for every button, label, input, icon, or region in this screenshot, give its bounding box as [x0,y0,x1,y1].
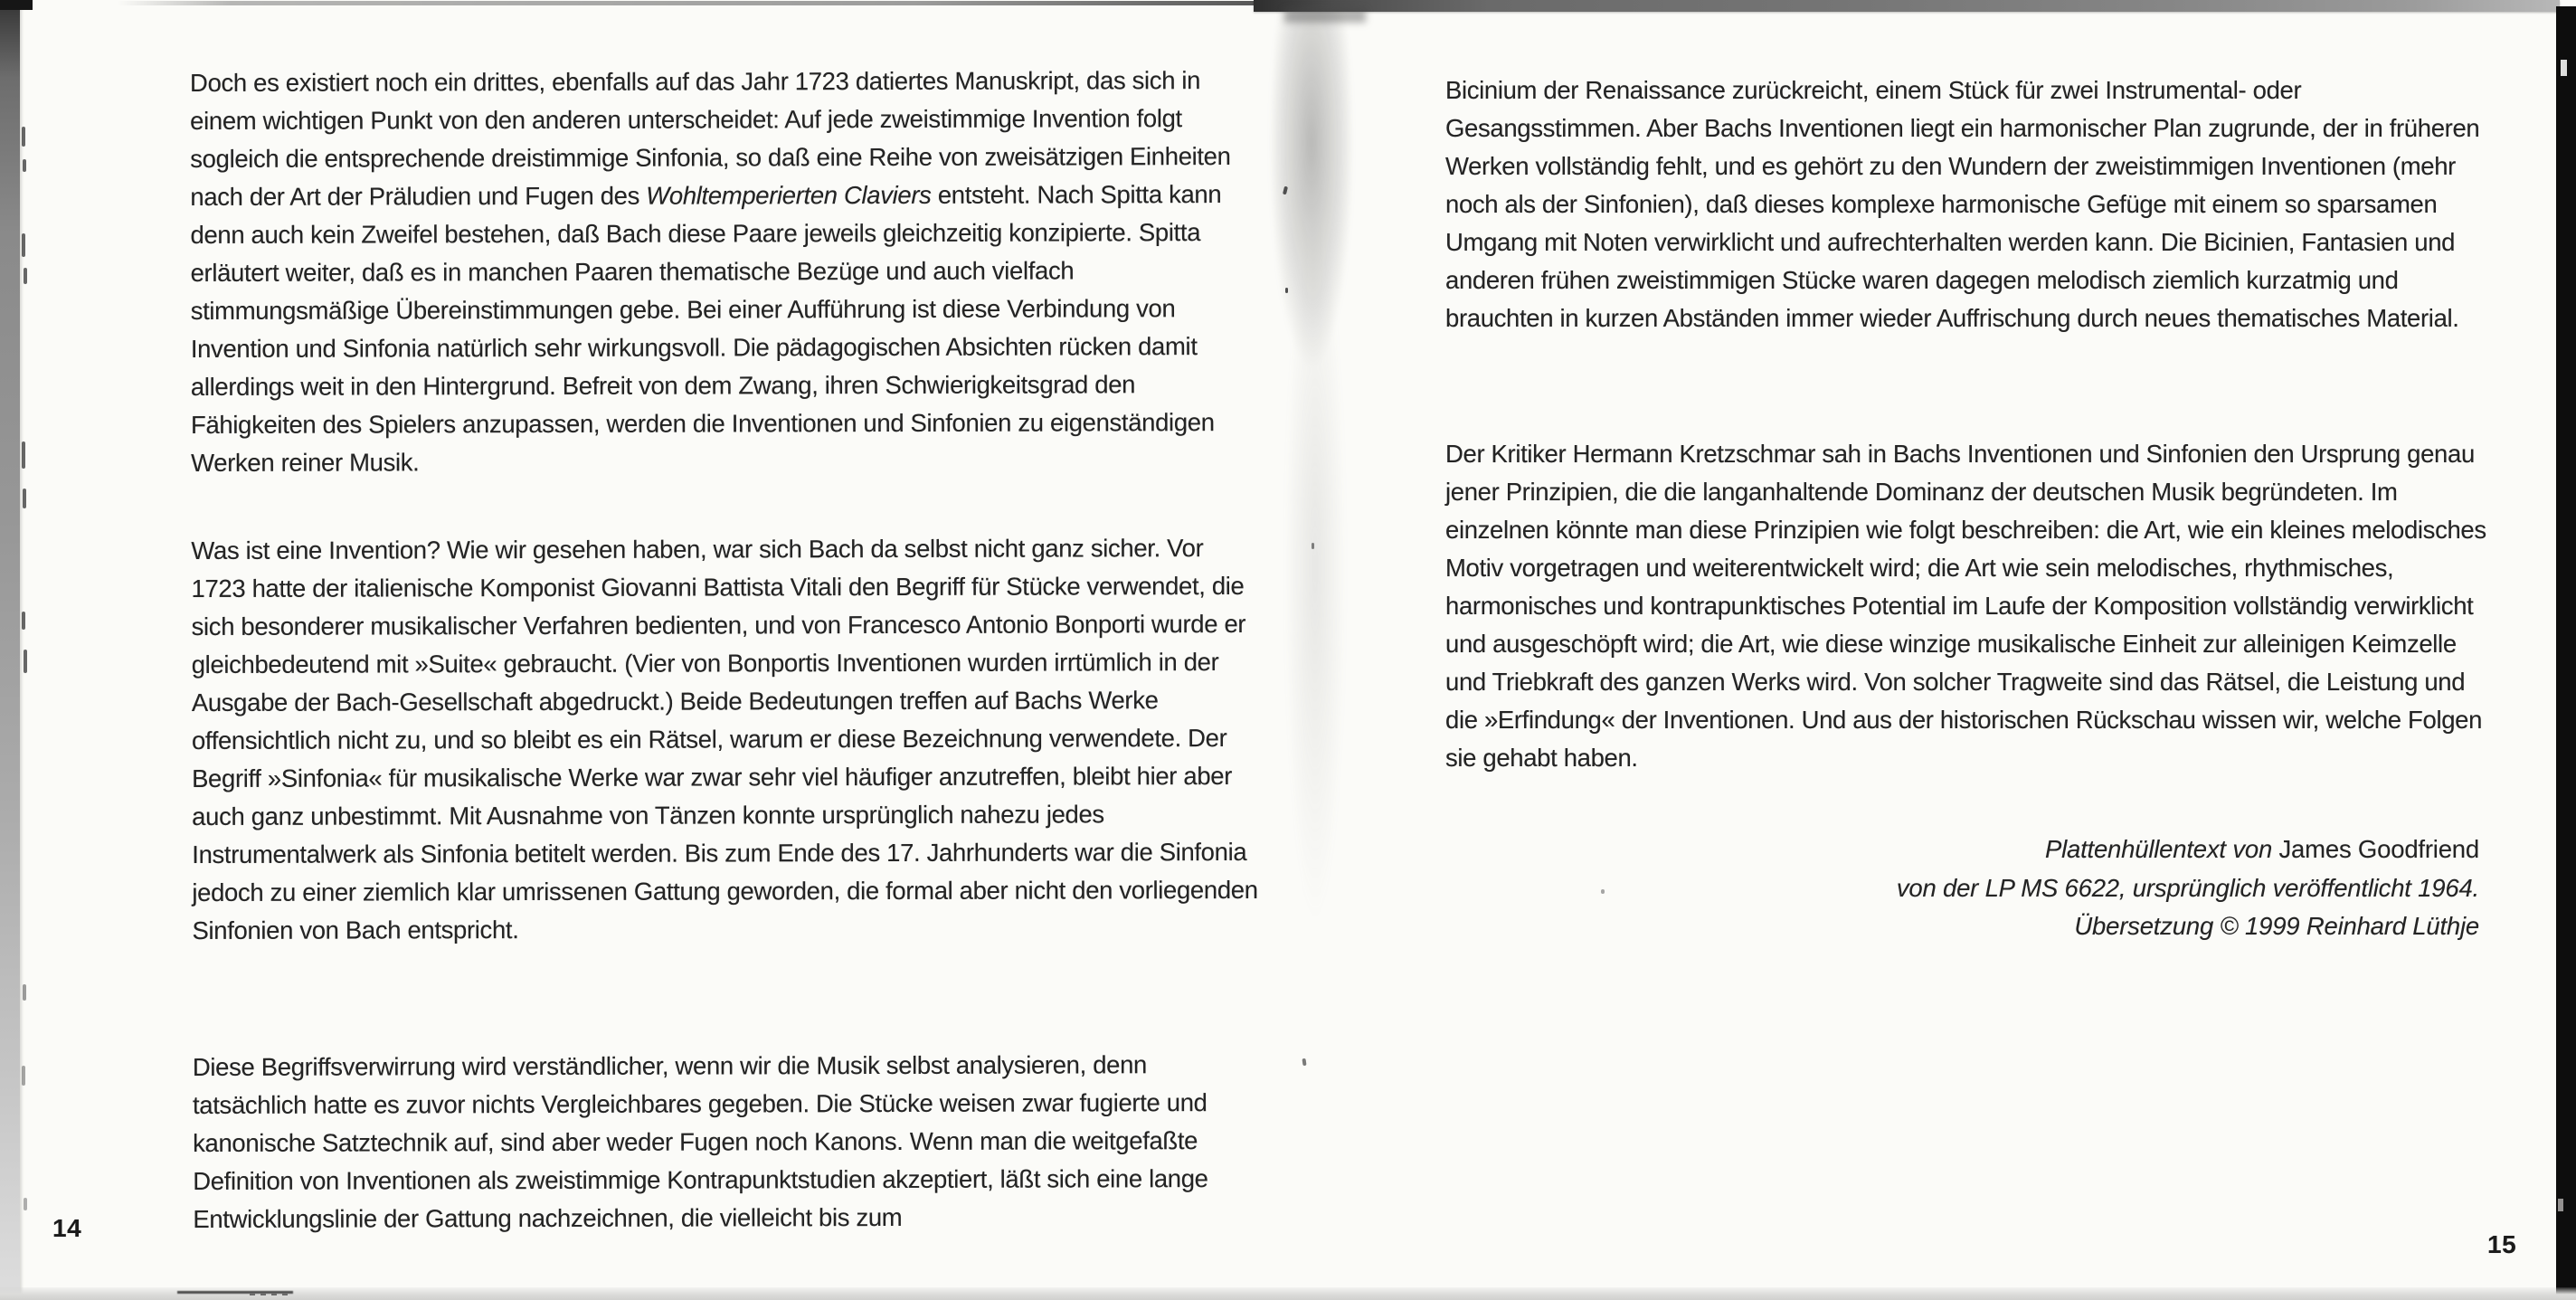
paragraph-left-3 [193,1046,1261,1238]
scan-top-edge-line-left [118,1,1255,5]
scan-ink-dash [23,984,26,1001]
text-segment: Was ist eine Invention? Wie wir gesehen haben, war sich Bach da selbst nicht ganz sicher. Vor 1723 hatte der italienische Komponist Giovanni Battista Vitali den Begriff für Stücke verwendet, die sich besonderer musikalischer Verfahren bedienten, und von Francesco Antonio Bonporti wurde er gleichbedeutend mit »Suite« gebraucht. (Vier von Bonportis Inventionen wurden irrtümlich in der Ausgabe der Bach-Gesellschaft abgedruckt.) Beide Bedeutungen treffen auf Bachs Werke offensichtlich nicht zu, und so bleibt es ein Rätsel, warum er diese Bezeichnung verwendete. Der Begriff »Sinfonia« für musikalische Werke war zwar sehr viel häufiger anzutreffen, bleibt hier aber auch ganz unbestimmt. Mit Ausnahme von Tänzen konnte ursprünglich nahezu jedes Instrumentalwerk als Sinfonia betitelt werden. Bis zum Ende des 17. Jahrhunderts war die Sinfonia jedoch zu einer ziemlich klar umrissenen Gattung geworden, die formal aber nicht den vorliegenden Sinfonien von Bach entspricht. [191,534,1258,944]
paragraph-right-2 [1445,435,2487,777]
text-segment-italic: Übersetzung © 1999 Reinhard Lüthje [2074,912,2479,940]
page-number-right: 15 [2487,1230,2517,1258]
scan-ink-dash [24,1198,27,1210]
page-number-left: 14 [52,1214,82,1242]
scan-ink-dash [23,489,26,508]
scan-ink-dash [22,1066,25,1086]
text-segment-italic: von der LP MS 6622, ursprünglich veröffentlicht 1964. [1896,873,2479,902]
credit-line-translation [1445,907,2479,946]
credit-line-source [1445,869,2479,908]
text-segment-italic: Wohltemperierten Claviers [646,180,932,210]
paragraph-left-2 [191,529,1259,950]
scan-ink-dash [24,268,27,284]
scan-ink-dash [22,612,25,630]
scan-top-left-corner-mark [0,0,33,10]
scan-bottom-band [0,1287,2576,1300]
scan-bottom-specks [250,1293,289,1295]
scan-left-edge-strip [0,0,20,1300]
text-segment: Doch es existiert noch ein drittes, ebenfalls auf das Jahr 1723 datiertes Manuskript, das sich in einem wichtigen Punkt von den anderen unterscheidet: Auf jede zweistimmige Invention folgt sogleich die entsprechende dreistimmige Sinfonia, so daß eine Reihe von zweisätzigen Einheiten nach der Art der Präludien und Fugen des [189,66,1231,211]
credits-block [1445,830,2479,946]
scan-right-edge-notch [2561,60,2567,76]
scan-right-edge-strip [2556,6,2576,1300]
scan-speck [1601,889,1605,894]
paragraph-left-1 [190,62,1258,482]
text-segment: James Goodfriend [2278,835,2479,863]
scan-speck [1285,288,1288,293]
scan-speck [1312,543,1314,549]
text-segment: Diese Begriffsverwirrung wird verständlicher, wenn wir die Musik selbst analysieren, denn tatsächlich hatte es zuvor nichts Vergleichbares gegeben. Die Stücke weisen zwar fugierte und kanonische Satztechnik auf, sind aber weder Fugen noch Kanons. Wenn man die weitgefaßte Definition von Inventionen als zweistimmige Kontrapunktstudien akzeptiert, läßt sich eine lange Entwicklungslinie der Gattung nachzeichnen, die vielleicht bis zum [192,1050,1208,1233]
text-segment: Bicinium der Renaissance zurückreicht, einem Stück für zwei Instrumental- oder Gesangsstimmen. Aber Bachs Inventionen liegt ein harmonischer Plan zugrunde, der in früheren Werken vollständig fehlt, und es gehört zu den Wundern der zweistimmigen Inventionen (mehr noch als der Sinfonien), daß dieses komplexe harmonische Gefüge mit einem so sparsamen Umgang mit Noten verwirklicht und aufrechterhalten werden kann. Die Bicinien, Fantasien und anderen frühen zweistimmigen Stücke waren dagegen melodisch ziemlich kurzatmig und brauchten in kurzen Abständen immer wieder Auffrischung durch neues thematisches Material. [1445,76,2480,332]
scan-top-bar-smudge [1284,9,1366,23]
text-segment: entsteht. Nach Spitta kann denn auch kein Zweifel bestehen, daß Bach diese Paare jeweils gleichzeitig konzipierte. Spitta erläutert weiter, daß es in manchen Paaren thematische Bezüge und auch vielfach stimmungsmäßige Übereinstimmungen gebe. Bei einer Aufführung ist diese Verbindung von Invention und Sinfonia natürlich sehr wirkungsvoll. Die pädagogischen Absichten rücken damit allerdings weit in den Hintergrund. Befreit von dem Zwang, ihren Schwierigkeitsgrad den Fähigkeiten des Spielers anzupassen, werden die Inventionen und Sinfonien zu eigenständigen Werken reiner Musik. [190,180,1222,477]
scan-top-edge-bar-right [1254,0,2560,12]
text-segment: Der Kritiker Hermann Kretzschmar sah in Bachs Inventionen und Sinfonien den Ursprung genau jener Prinzipien, die die langanhaltende Dominanz der deutschen Musik begründeten. Im einzelnen könnte man diese Prinzipien wie folgt beschreiben: die Art, wie ein kleines melodisches Motiv vorgetragen und weiterentwickelt wird; die Art wie sein melodisches, rhythmisches, harmonisches und kontrapunktisches Potential im Laufe der Komposition vollständig verwirklicht und ausgeschöpft wird; die Art, wie diese winzige musikalische Einheit zur alleinigen Keimzelle und Triebkraft des ganzen Werks wird. Von solcher Tragweite sind das Rätsel, die Leistung und die »Erfindung« der Inventionen. Und aus der historischen Rückschau wissen wir, welche Folgen sie gehabt haben. [1445,440,2486,772]
scan-ink-dash [22,441,25,469]
scan-gutter-shadow [1259,7,1368,1020]
text-segment-italic: Plattenhüllentext von [2044,835,2279,863]
credit-line-author [1445,830,2479,869]
scan-ink-dash [22,233,25,257]
scan-ink-dash [24,650,27,673]
scan-right-edge-notch [2558,1199,2563,1211]
scan-ink-dash [23,159,26,172]
scan-ink-dash [22,127,25,147]
paragraph-right-1 [1445,71,2487,337]
